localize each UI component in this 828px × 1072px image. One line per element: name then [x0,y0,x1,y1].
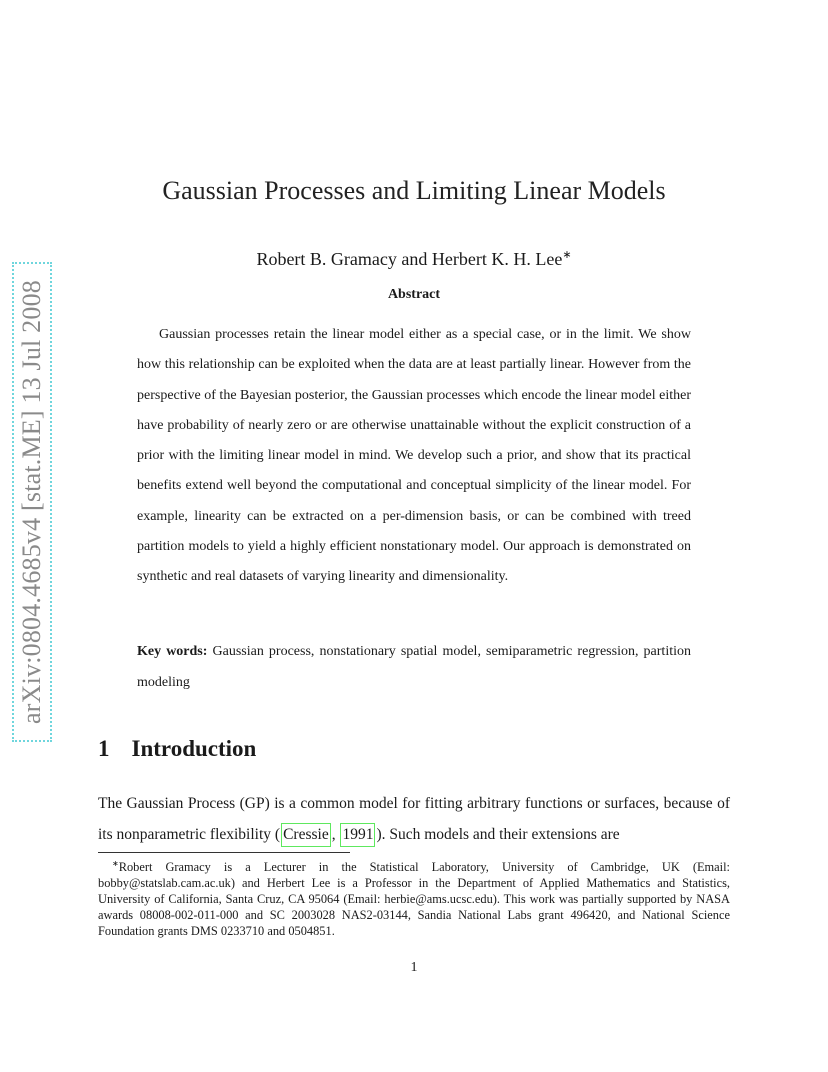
author-footnote-mark[interactable]: ∗ [562,249,572,261]
citation-link-year[interactable]: 1991 [340,823,375,847]
arxiv-stamp-link[interactable] [12,262,52,742]
intro-text-after: ). Such models and their extensions are [376,826,620,843]
footnote-text: Robert Gramacy is a Lecturer in the Statistical Laboratory, University of Cambridge, UK (Email: bobby@statslab.cam.ac.uk) and Herbert Lee is a Professor in the Department of Applied Mathematics and Statistics, University of California, Santa Cruz, CA 95064 (Email: herbie@ams.ucsc.edu). This work was partially supported by NASA awards 08008-002-011-000 and SC 2003028 NAS2-03144, Sandia National Labs grant 496420, and National Science Foundation grants DMS 0233710 and 0504851. [98,860,730,939]
intro-text-before: The Gaussian Process (GP) is a common model for fitting arbitrary functions or surfaces, because of its nonparametric flexibility ( [98,795,730,843]
section-heading-introduction [98,736,256,762]
section-number: 1 [98,736,110,761]
abstract-heading: Abstract [387,287,441,302]
footnote-mark: ∗ [112,859,119,868]
keywords-label: Key words: [137,644,208,659]
citation-link-author[interactable]: Cressie [281,823,331,847]
abstract-body: Gaussian processes retain the linear model either as a special case, or in the limit. We show how this relationship can be exploited when the data are at least partially linear. However from the perspective of the Bayesian posterior, the Gaussian processes which encode the linear model either have probability of nearly zero or are otherwise unattainable without the explicit construction of a prior with the limiting linear model in mind. We develop such a prior, and show that its practical benefits extend well beyond the computational and conceptual simplicity of the linear model. For example, linearity can be extracted on a per-dimension basis, or can be combined with treed partition models to yield a highly efficient nonstationary model. Our approach is demonstrated on synthetic and real datasets of varying linearity and dimensionality. [137,327,691,585]
footnote [98,856,730,939]
keywords-text: Gaussian process, nonstationary spatial model, semiparametric regression, partition modeling [137,644,691,690]
keywords-paragraph [137,637,691,698]
paper-title: Gaussian Processes and Limiting Linear Models [162,176,666,205]
author-line [0,248,828,270]
author-names: Robert B. Gramacy and Herbert K. H. Lee [256,249,563,269]
page-number: 1 [410,960,418,975]
footnote-divider [98,852,350,853]
section-title: Introduction [131,736,257,761]
intro-paragraph [98,788,730,850]
arxiv-stamp-text: arXiv:0804.4685v4 [stat.ME] 13 Jul 2008 [17,280,46,724]
citation-separator: , [331,826,340,843]
